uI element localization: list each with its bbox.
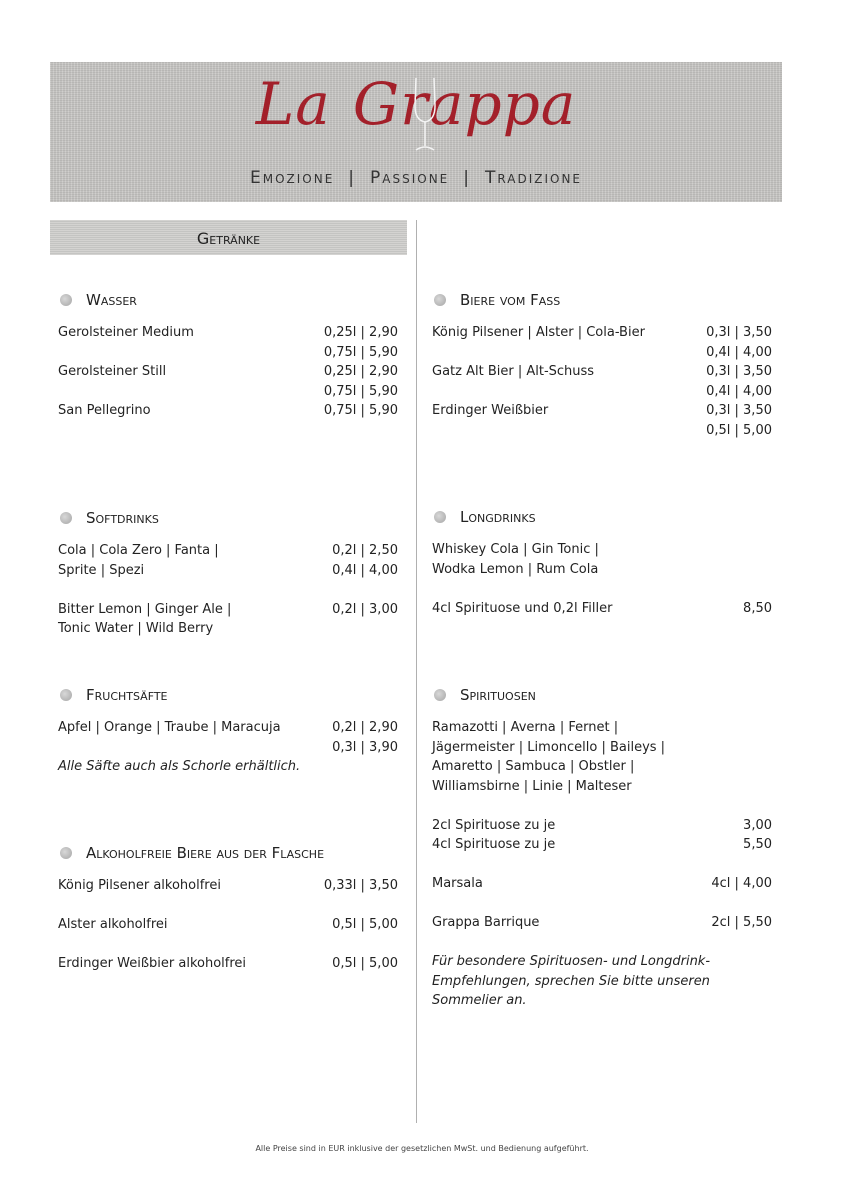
item-price bbox=[324, 362, 398, 401]
item-price bbox=[324, 401, 398, 421]
item-price bbox=[711, 874, 772, 894]
section-title-text: Fruchtsäfte bbox=[86, 686, 168, 704]
item-price-line: 0,2l | 2,50 bbox=[332, 543, 398, 558]
item-name-line: Sprite | Spezi bbox=[58, 562, 145, 578]
item-price-line: 0,5l | 5,00 bbox=[332, 956, 398, 971]
item-name-line: Williamsbirne | Linie | Malteser bbox=[432, 778, 632, 794]
bullet-icon bbox=[60, 294, 72, 306]
item-price-line: 0,25l | 2,90 bbox=[323, 364, 398, 379]
section-title-text: Softdrinks bbox=[86, 509, 159, 527]
separator: | bbox=[463, 168, 472, 188]
item-name-line: Jägermeister | Limoncello | Baileys | bbox=[432, 739, 666, 755]
item-name bbox=[432, 718, 772, 796]
section-title-text: Spirituosen bbox=[460, 686, 536, 704]
menu-item bbox=[432, 401, 772, 438]
menu-item bbox=[58, 362, 398, 399]
item-price-line: 0,3l | 3,50 bbox=[706, 325, 772, 340]
section-title bbox=[432, 684, 772, 706]
item-price bbox=[332, 915, 398, 935]
item-price bbox=[743, 816, 772, 855]
bullet-icon bbox=[60, 512, 72, 524]
item-name-line: Bitter Lemon | Ginger Ale | bbox=[58, 601, 232, 617]
section-title bbox=[432, 289, 772, 311]
tagline-word: Tradizione bbox=[485, 168, 583, 188]
menu-item bbox=[58, 541, 398, 580]
item-price-line: 0,75l | 5,90 bbox=[323, 383, 398, 399]
menu-item bbox=[58, 915, 398, 935]
item-price-line: 0,4l | 4,00 bbox=[706, 344, 772, 360]
category-heading: Getränke bbox=[50, 220, 407, 255]
item-name bbox=[432, 540, 772, 579]
menu-section bbox=[432, 684, 772, 1030]
item-price-line: 0,4l | 4,00 bbox=[332, 562, 398, 578]
item-name-line: Marsala bbox=[432, 876, 483, 891]
item-price-line: 0,3l | 3,50 bbox=[706, 364, 772, 379]
section-title bbox=[432, 506, 772, 528]
section-title bbox=[58, 507, 398, 529]
item-price bbox=[324, 876, 398, 896]
item-price bbox=[743, 599, 772, 619]
item-price-line: 8,50 bbox=[743, 600, 772, 616]
note-line: Für besondere Spirituosen- und Longdrink- bbox=[432, 954, 711, 969]
note-line: Empfehlungen, sprechen Sie bitte unseren bbox=[432, 973, 710, 989]
note-line: Alle Säfte auch als Schorle erhältlich. bbox=[58, 759, 301, 774]
menu-item bbox=[432, 913, 772, 933]
item-name-line: Grappa Barrique bbox=[432, 915, 540, 930]
item-name-line: Alster alkoholfrei bbox=[58, 917, 168, 932]
section-title bbox=[58, 842, 398, 864]
item-price-line: 2cl | 5,50 bbox=[711, 915, 772, 930]
footer-note: Alle Preise sind in EUR inklusive der gesetzlichen MwSt. und Bedienung aufgeführt. bbox=[255, 1144, 589, 1153]
bullet-icon bbox=[434, 294, 446, 306]
item-price-line: 3,00 bbox=[743, 817, 772, 833]
item-name-line: Whiskey Cola | Gin Tonic | bbox=[432, 542, 599, 557]
item-price-line: 0,5l | 5,00 bbox=[332, 917, 398, 932]
bullet-icon bbox=[434, 511, 446, 523]
menu-item bbox=[58, 954, 398, 974]
item-price-line: 4cl | 4,00 bbox=[711, 876, 772, 891]
menu-item bbox=[432, 816, 772, 855]
item-price-line: 5,50 bbox=[743, 837, 772, 852]
item-price-line: 0,75l | 5,90 bbox=[323, 344, 398, 360]
item-name-line: Gerolsteiner Still bbox=[58, 364, 167, 379]
item-price bbox=[332, 954, 398, 974]
item-price-line: 0,75l | 5,90 bbox=[323, 403, 398, 418]
menu-note bbox=[432, 952, 772, 1011]
menu-item bbox=[432, 540, 772, 579]
menu-item bbox=[58, 600, 398, 639]
tagline-word: Passione bbox=[370, 168, 450, 188]
item-name-line: 4cl Spirituose zu je bbox=[432, 837, 556, 852]
header-banner bbox=[50, 62, 782, 202]
item-price bbox=[332, 600, 398, 620]
section-title-text: Alkoholfreie Biere aus der Flasche bbox=[86, 844, 325, 862]
item-price bbox=[332, 541, 398, 580]
section-title-text: Longdrinks bbox=[460, 508, 536, 526]
item-name-line: Erdinger Weißbier bbox=[432, 403, 549, 418]
bullet-icon bbox=[434, 689, 446, 701]
menu-note bbox=[58, 757, 398, 777]
menu-item bbox=[58, 401, 398, 421]
item-price-line: 0,3l | 3,90 bbox=[332, 739, 398, 755]
bullet-icon bbox=[60, 847, 72, 859]
item-name-line: 4cl Spirituose und 0,2l Filler bbox=[432, 600, 613, 616]
menu-item bbox=[432, 718, 772, 796]
item-price-line: 0,2l | 3,00 bbox=[332, 601, 398, 617]
menu-section bbox=[58, 507, 398, 658]
item-price bbox=[706, 362, 772, 401]
menu-item bbox=[58, 323, 398, 360]
section-title-text: Biere vom Fass bbox=[460, 291, 561, 309]
item-name-line: San Pellegrino bbox=[58, 403, 151, 418]
tagline-word: Emozione bbox=[249, 168, 335, 188]
tagline bbox=[50, 168, 782, 188]
menu-item bbox=[432, 323, 772, 360]
column-divider bbox=[416, 220, 417, 1123]
item-name-line: Cola | Cola Zero | Fanta | bbox=[58, 543, 219, 558]
item-price-line: 0,25l | 2,90 bbox=[323, 325, 398, 340]
item-name bbox=[432, 816, 772, 855]
item-name-line: Ramazotti | Averna | Fernet | bbox=[432, 720, 619, 735]
menu-section bbox=[58, 289, 398, 440]
item-price bbox=[332, 718, 398, 757]
menu-section bbox=[58, 684, 398, 796]
menu-section bbox=[432, 506, 772, 638]
menu-section bbox=[58, 842, 398, 993]
item-name-line: Wodka Lemon | Rum Cola bbox=[432, 561, 599, 577]
menu-item bbox=[432, 874, 772, 894]
menu-section bbox=[432, 289, 772, 440]
item-name-line: Tonic Water | Wild Berry bbox=[58, 621, 214, 636]
logo-grappa: Grappa bbox=[352, 70, 577, 138]
item-price bbox=[706, 323, 772, 362]
note-line: Sommelier an. bbox=[432, 993, 527, 1008]
item-name-line: König Pilsener | Alster | Cola-Bier bbox=[432, 325, 645, 340]
item-name-line: Erdinger Weißbier alkoholfrei bbox=[58, 956, 247, 971]
item-price-line: 0,33l | 3,50 bbox=[323, 878, 398, 893]
item-name-line: Amaretto | Sambuca | Obstler | bbox=[432, 759, 635, 774]
bullet-icon bbox=[60, 689, 72, 701]
section-title bbox=[58, 684, 398, 706]
item-price bbox=[711, 913, 772, 933]
item-name-line: 2cl Spirituose zu je bbox=[432, 817, 556, 833]
menu-item bbox=[432, 362, 772, 399]
item-price-line: 0,2l | 2,90 bbox=[332, 720, 398, 735]
section-title bbox=[58, 289, 398, 311]
menu-item bbox=[58, 718, 398, 755]
wine-glass-icon bbox=[410, 76, 440, 154]
separator: | bbox=[348, 168, 357, 188]
item-name-line: Apfel | Orange | Traube | Maracuja bbox=[58, 720, 281, 735]
item-price-line: 0,5l | 5,00 bbox=[706, 422, 772, 438]
item-name-line: König Pilsener alkoholfrei bbox=[58, 878, 221, 893]
logo-la: La bbox=[255, 70, 331, 138]
item-name-line: Gerolsteiner Medium bbox=[58, 325, 194, 340]
menu-item bbox=[432, 599, 772, 619]
item-name-line: Gatz Alt Bier | Alt-Schuss bbox=[432, 364, 595, 379]
item-name bbox=[432, 599, 772, 619]
menu-item bbox=[58, 876, 398, 896]
item-price-line: 0,4l | 4,00 bbox=[706, 383, 772, 399]
item-price-line: 0,3l | 3,50 bbox=[706, 403, 772, 418]
item-price bbox=[706, 401, 772, 440]
item-price bbox=[324, 323, 398, 362]
section-title-text: Wasser bbox=[86, 291, 137, 309]
